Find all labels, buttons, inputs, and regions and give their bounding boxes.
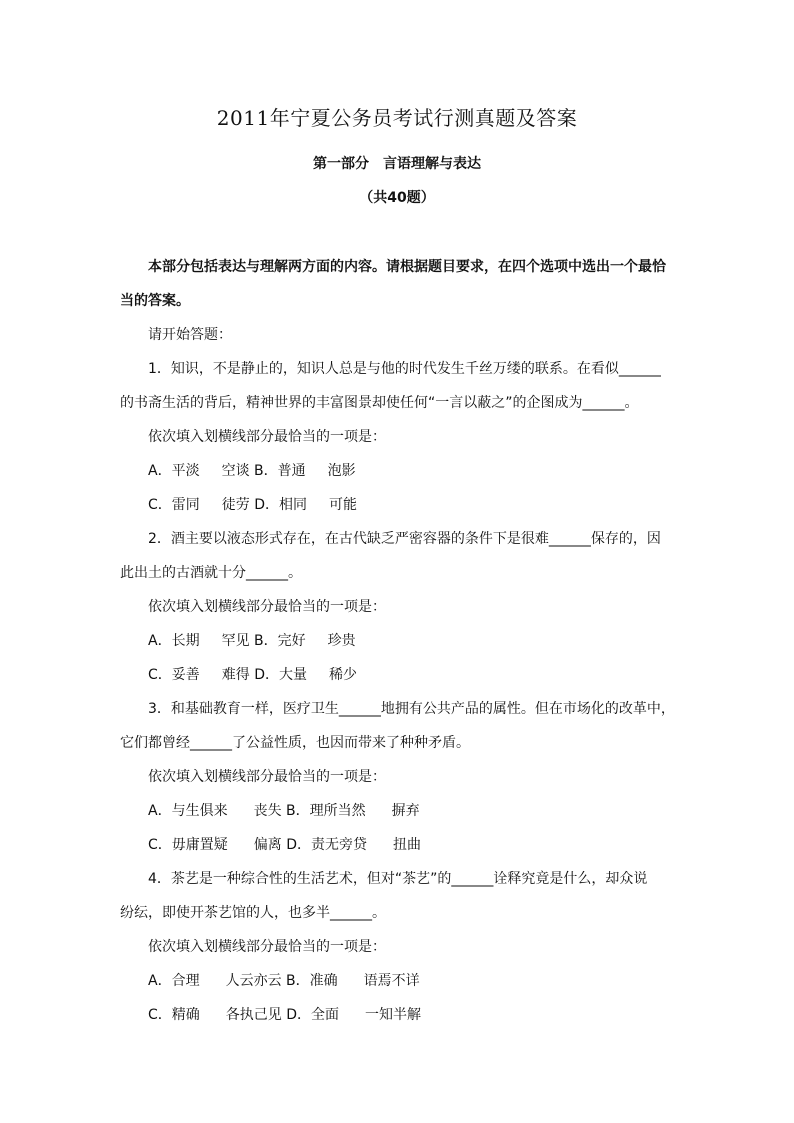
option-label: B．普通 [254, 463, 306, 479]
option-word: 稀少 [329, 667, 358, 683]
question-2-prompt: 依次填入划横线部分最恰当的一项是： [148, 599, 386, 615]
question-1-prompt: 依次填入划横线部分最恰当的一项是： [148, 429, 386, 445]
option-label: C．毋庸置疑 [148, 837, 228, 853]
option-word: 空谈 [221, 463, 250, 479]
option-label: C．雷同 [148, 497, 200, 513]
option-word: 徒劳 [221, 497, 250, 513]
option-word: 罕见 [221, 633, 250, 649]
question-4-line-1: 4．茶艺是一种综合性的生活艺术，但对“茶艺”的______诠释究竟是什么，却众说 [148, 871, 648, 887]
option-label: C．妥善 [148, 667, 200, 683]
option-word: 可能 [329, 497, 358, 513]
option-label: A．合理 [148, 973, 200, 989]
question-4-options-row-2 [148, 1004, 421, 1026]
instructions-line-1: 本部分包括表达与理解两方面的内容。请根据题目要求，在四个选项中选出一个最恰 [148, 259, 666, 275]
question-4-prompt: 依次填入划横线部分最恰当的一项是： [148, 939, 386, 955]
option-word: 泡影 [327, 463, 356, 479]
question-4-line-2: 纷纭，即使开茶艺馆的人，也多半______。 [120, 905, 386, 921]
question-1-line-2: 的书斋生活的背后，精神世界的丰富图景却使任何“一言以蔽之”的企图成为______。 [120, 395, 639, 411]
option-word: 偏离 [253, 837, 282, 853]
option-label: B．完好 [254, 633, 306, 649]
question-1-options-row-2 [148, 494, 357, 516]
option-label: D．全面 [286, 1007, 340, 1023]
option-word: 难得 [221, 667, 250, 683]
question-2-line-1: 2．酒主要以液态形式存在，在古代缺乏严密容器的条件下是很难______保存的，因 [148, 531, 661, 547]
question-4-options-row-1 [148, 970, 420, 992]
option-label: A．平淡 [148, 463, 200, 479]
question-3-options-row-2 [148, 834, 421, 856]
option-word: 各执己见 [225, 1007, 282, 1023]
question-3-line-1: 3．和基础教育一样，医疗卫生______地拥有公共产品的属性。但在市场化的改革中， [148, 701, 675, 717]
question-2-options-row-1 [148, 630, 356, 652]
option-word: 人云亦云 [225, 973, 282, 989]
option-label: D．相同 [254, 497, 308, 513]
option-word: 摒弃 [391, 803, 420, 819]
question-1-options-row-1 [148, 460, 356, 482]
question-2-line-2: 此出土的古酒就十分______。 [120, 565, 302, 581]
instructions-line-2: 当的答案。 [120, 293, 190, 309]
start-prompt: 请开始答题： [148, 327, 232, 343]
option-word: 一知半解 [365, 1007, 422, 1023]
option-label: C．精确 [148, 1007, 200, 1023]
question-3-options-row-1 [148, 800, 420, 822]
document-title: 2011年宁夏公务员考试行测真题及答案 [216, 106, 578, 130]
option-label: D．责无旁贷 [286, 837, 368, 853]
option-label: A．与生俱来 [148, 803, 228, 819]
question-2-options-row-2 [148, 664, 357, 686]
option-word: 扭曲 [393, 837, 422, 853]
option-label: A．长期 [148, 633, 200, 649]
option-label: D．大量 [254, 667, 308, 683]
question-3-prompt: 依次填入划横线部分最恰当的一项是： [148, 769, 386, 785]
part-title: 第一部分 言语理解与表达 [313, 156, 481, 172]
option-label: B．理所当然 [286, 803, 366, 819]
option-word: 丧失 [253, 803, 282, 819]
question-count: （共40题） [359, 190, 435, 206]
question-3-line-2: 它们都曾经______了公益性质，也因而带来了种种矛盾。 [120, 735, 470, 751]
option-word: 珍贵 [327, 633, 356, 649]
option-word: 语焉不详 [363, 973, 420, 989]
option-label: B．准确 [286, 973, 338, 989]
question-1-line-1: 1．知识，不是静止的，知识人总是与他的时代发生千丝万缕的联系。在看似______ [148, 361, 661, 377]
